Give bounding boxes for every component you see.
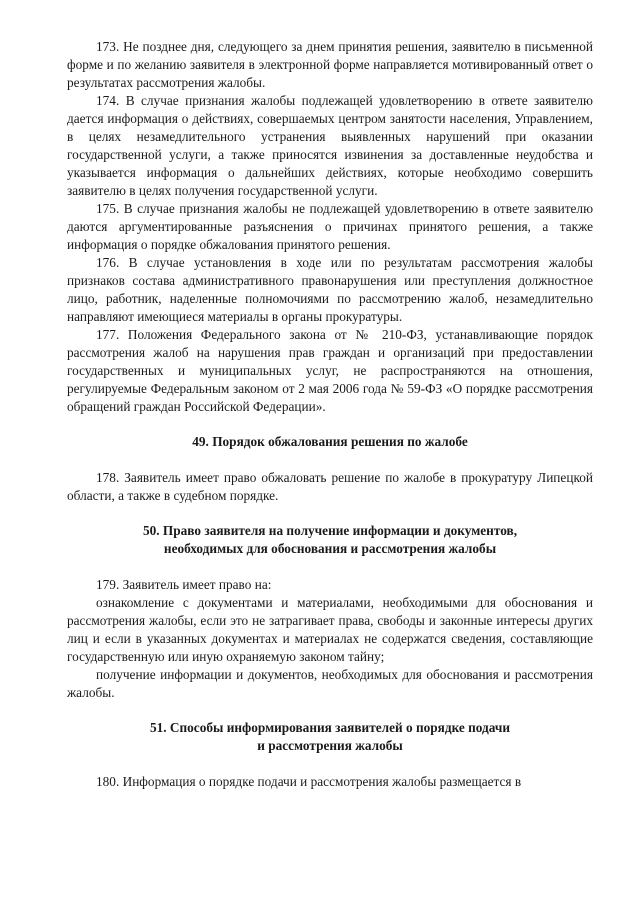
paragraph-178: 178. Заявитель имеет право обжаловать решение по жалобе в прокуратуру Липецкой области, а также в судебном порядке.: [67, 470, 593, 503]
section-50-heading-line-2: необходимых для обоснования и рассмотрения жалобы: [163, 541, 497, 556]
paragraph-177: 177. Положения Федерального закона от № 210-ФЗ, устанавливающие порядок рассмотрения жалоб на нарушения прав граждан и организаций при предоставлении государственных и муниципальных услуг, не распространяются на отношения, регулируемые Федеральным законом от 2 мая 2006 года № 59-ФЗ «О порядке рассмотрения обращений граждан Российской Федерации».: [67, 327, 593, 414]
paragraph-179-item-1: ознакомление с документами и материалами, необходимыми для обоснования и рассмотрения жалобы, если это не затрагивает права, свободы и законные интересы других лиц и если в указанных документах и материалах не содержатся сведения, составляющие государственную или иную охраняемую законом тайну;: [67, 595, 593, 664]
section-51-heading-line-1: 51. Способы информирования заявителей о порядке подачи: [149, 720, 511, 735]
section-50-heading-line-1: 50. Право заявителя на получение информации и документов,: [142, 523, 518, 538]
paragraph-180: 180. Информация о порядке подачи и рассмотрения жалобы размещается в: [96, 774, 522, 789]
paragraph-175: 175. В случае признания жалобы не подлежащей удовлетворению в ответе заявителю даются аргументированные разъяснения о причинах принятого решения, а также информация о порядке обжалования принятого решения.: [67, 201, 593, 252]
paragraph-179: 179. Заявитель имеет право на:: [96, 577, 272, 592]
paragraph-173: 173. Не позднее дня, следующего за днем принятия решения, заявителю в письменной форме и по желанию заявителя в электронной форме направляется мотивированный ответ о результатах рассмотрения жалобы.: [67, 39, 593, 90]
section-51-heading-line-2: и рассмотрения жалобы: [257, 738, 403, 753]
section-49-heading: 49. Порядок обжалования решения по жалобе: [192, 434, 468, 449]
paragraph-179-item-2: получение информации и документов, необходимых для обоснования и рассмотрения жалобы.: [67, 667, 593, 700]
paragraph-174: 174. В случае признания жалобы подлежащей удовлетворению в ответе заявителю дается информация о действиях, совершаемых центром занятости населения, Управлением, в целях незамедлительного устранения выявленных нарушений при оказании государственной услуги, а также приносятся извинения за доставленные неудобства и указывается информация о дальнейших действиях, которые необходимо совершить заявителю в целях получения государственной услуги.: [67, 93, 593, 198]
section-50-heading: [67, 522, 593, 558]
section-51-heading: [67, 719, 593, 755]
paragraph-176: 176. В случае установления в ходе или по результатам рассмотрения жалобы признаков состава административного правонарушения или преступления должностное лицо, работник, наделенные полномочиями по рассмотрению жалоб, незамедлительно направляют имеющиеся материалы в органы прокуратуры.: [67, 255, 593, 324]
document-page: [67, 38, 593, 791]
